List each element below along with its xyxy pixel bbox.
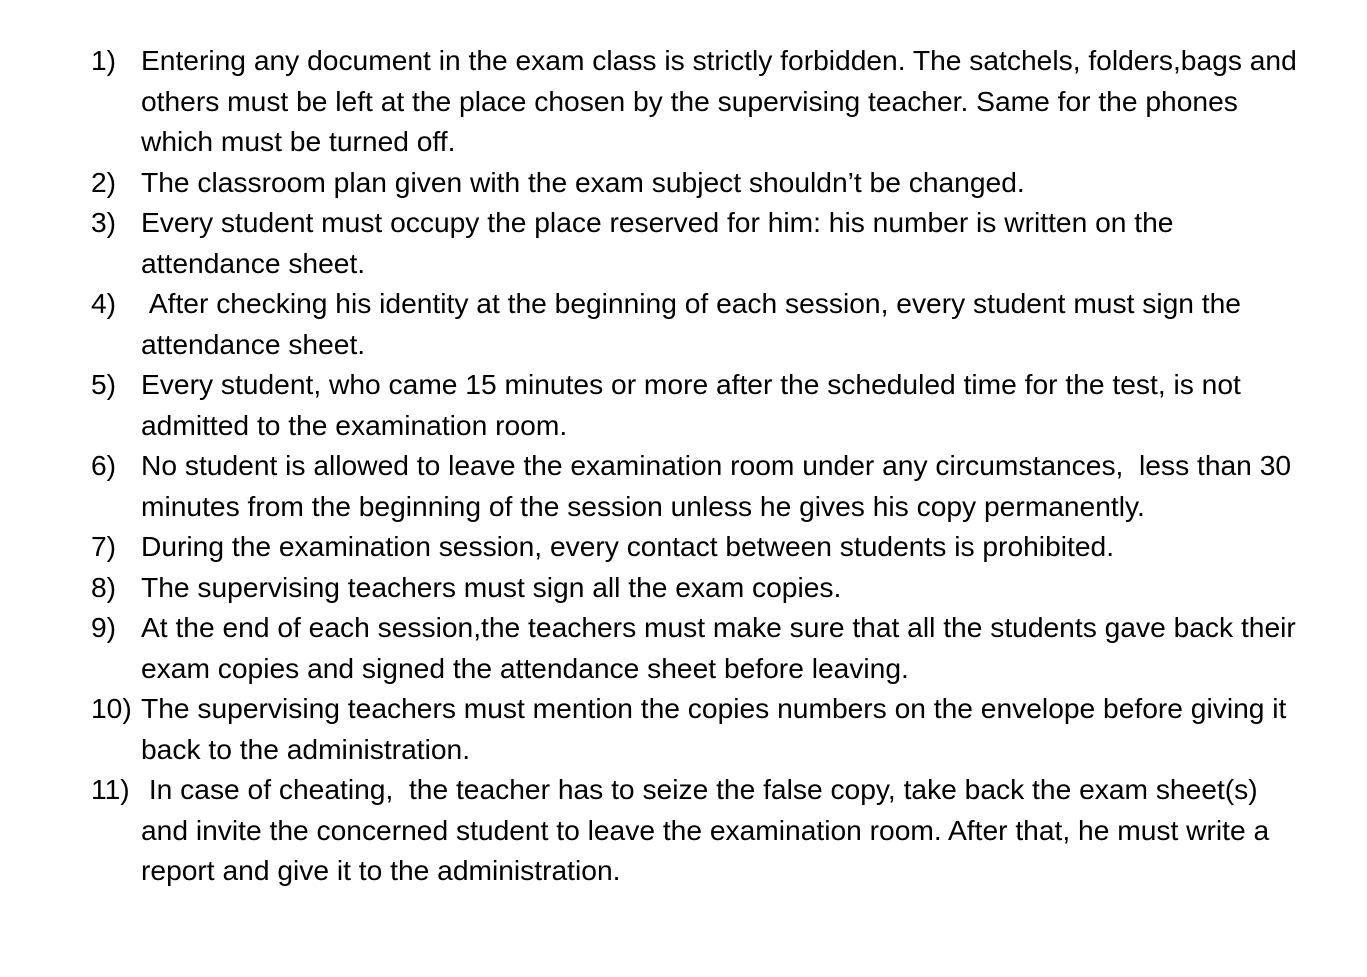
rule-item-3 (91, 202, 1306, 283)
rule-text: The supervising teachers must mention the copies numbers on the envelope before giving it back to the administration. (141, 692, 1295, 765)
rule-item-1 (91, 40, 1306, 162)
rule-text: After checking his identity at the beginning of each session, every student must sign the attendance sheet. (141, 287, 1249, 360)
rule-text: At the end of each session,the teachers must make sure that all the students gave back their exam copies and signed the attendance sheet before leaving. (141, 611, 1304, 684)
rule-number: 10) (91, 692, 132, 724)
rule-text: The classroom plan given with the exam subject shouldn’t be changed. (141, 165, 1025, 198)
rule-item-2 (91, 162, 1306, 203)
rule-number: 9) (91, 611, 117, 643)
rule-number: 1) (91, 44, 117, 76)
rule-number: 5) (91, 368, 117, 400)
rule-number: 2) (91, 165, 117, 198)
rules-list (91, 40, 1306, 891)
rule-text: Every student, who came 15 minutes or more after the scheduled time for the test, is not admitted to the examination room. (141, 368, 1249, 441)
rule-number: 3) (91, 206, 117, 238)
rule-item-6 (91, 445, 1306, 526)
rule-number: 6) (91, 449, 117, 481)
rule-item-10 (91, 688, 1306, 769)
rule-text: The supervising teachers must sign all the exam copies. (141, 570, 842, 603)
rule-number: 7) (91, 530, 117, 562)
rule-text: In case of cheating, the teacher has to seize the false copy, take back the exam sheet(s) and invite the concerned student to leave the examination room. After that, he must write a report and give it to the administration. (141, 773, 1277, 886)
rule-number: 8) (91, 570, 117, 603)
rule-item-4 (91, 283, 1306, 364)
rule-item-8 (91, 567, 1306, 608)
rule-text: Entering any document in the exam class is strictly forbidden. The satchels, folders,bags and others must be left at the place chosen by the supervising teacher. Same for the phones which must be turned off. (141, 44, 1305, 157)
rule-item-7 (91, 526, 1306, 567)
rule-text: During the examination session, every contact between students is prohibited. (141, 530, 1115, 562)
rule-item-11 (91, 769, 1306, 891)
rule-text: No student is allowed to leave the examination room under any circumstances, less than 30 minutes from the beginning of the session unless he gives his copy permanently. (141, 449, 1299, 522)
rule-text: Every student must occupy the place reserved for him: his number is written on the attendance sheet. (141, 206, 1182, 279)
rule-number: 4) (91, 287, 117, 319)
rule-number: 11) (91, 773, 130, 805)
rule-item-9 (91, 607, 1306, 688)
rule-item-5 (91, 364, 1306, 445)
